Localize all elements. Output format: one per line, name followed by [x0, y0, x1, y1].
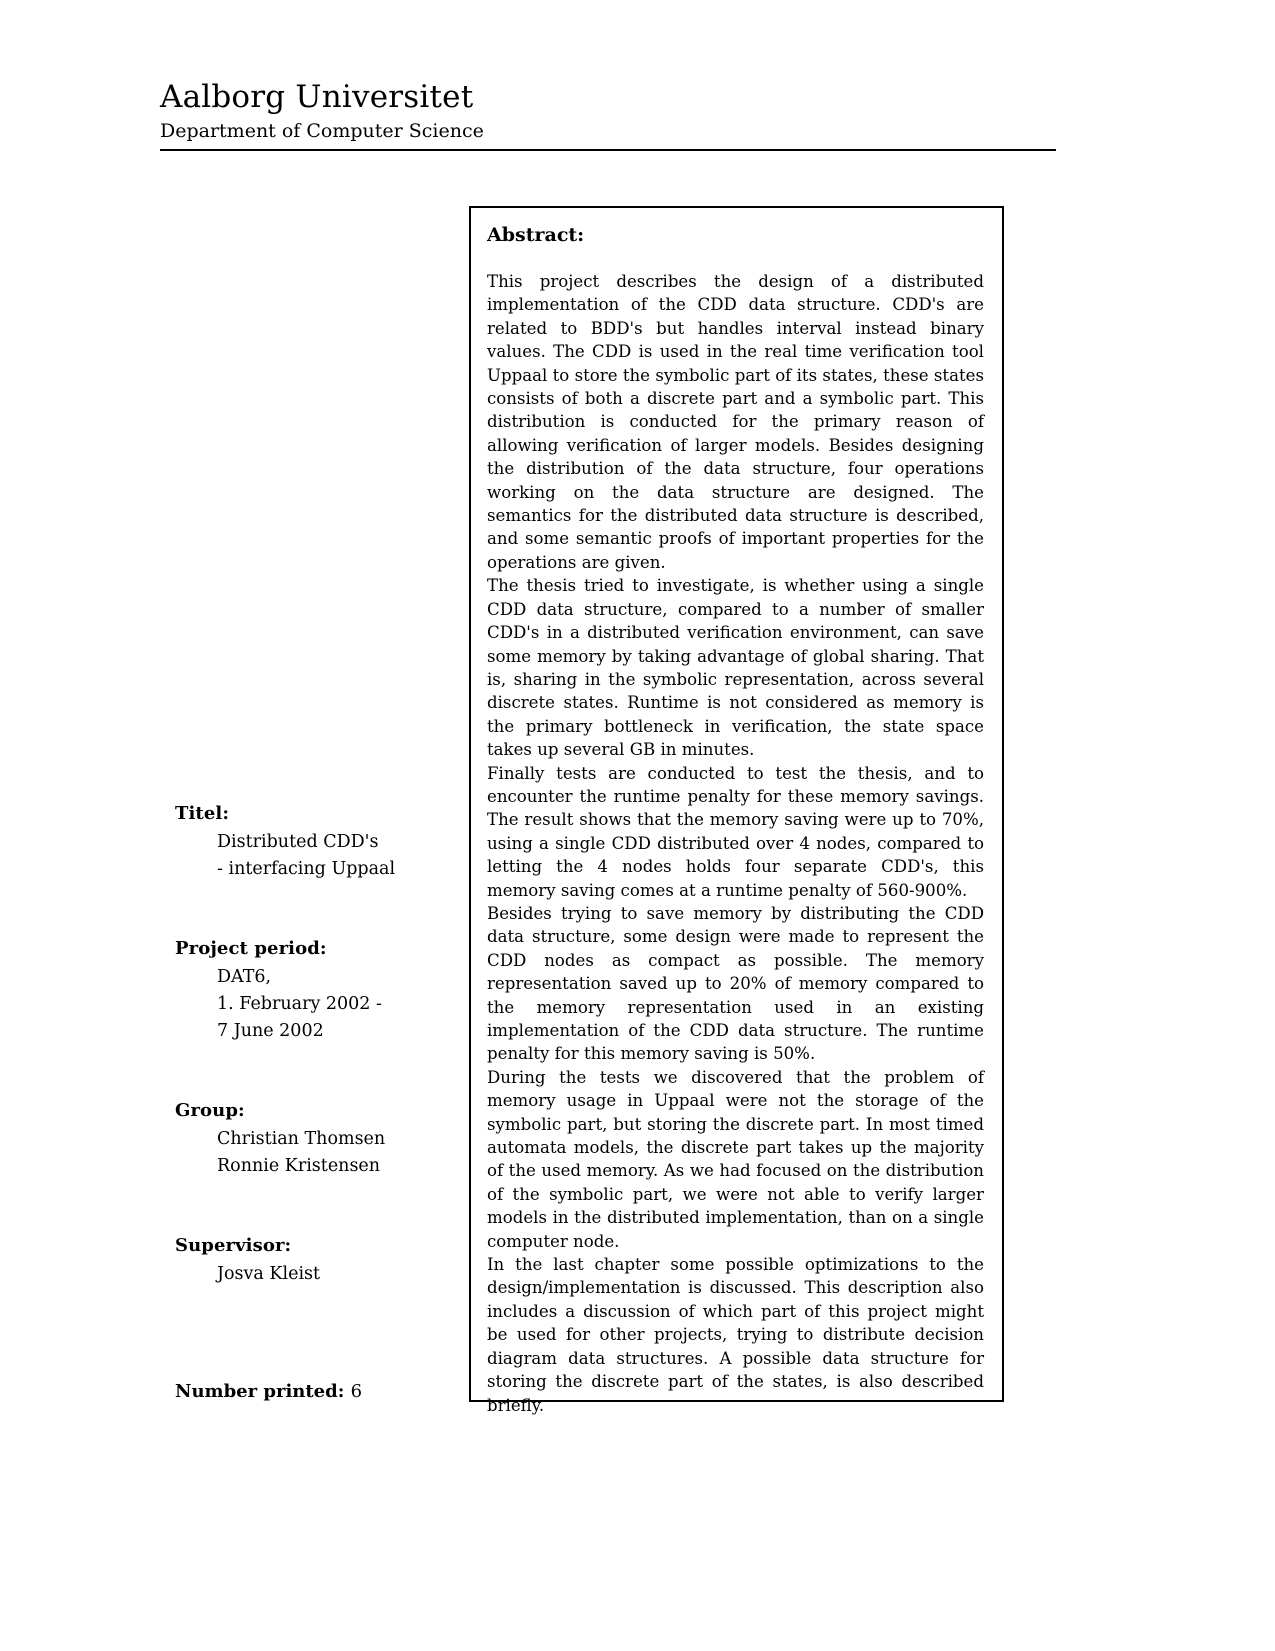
spacer — [175, 1206, 440, 1232]
abstract-paragraph: The thesis tried to investigate, is whether using a single CDD data structure, compared to a number of smaller CDD's in a distributed verification environment, can save some memory by taking advantage of global sharing. That is, sharing in the symbolic representation, across several discrete states. Runtime is not considered as memory is the primary bottleneck in verification, the state space takes up several GB in minutes. — [487, 576, 984, 760]
abstract-paragraph: This project describes the design of a distributed implementation of the CDD data structure. CDD's are related to BDD's but handles interval instead binary values. The CDD is used in the real time verification tool Uppaal to store the symbolic part of its states, these states consists of both a discrete part and a symbolic part. This distribution is conducted for the primary reason of allowing verification of larger models. Besides designing the distribution of the data structure, four operations working on the data structure are designed. The semantics for the distributed data structure is described, and some semantic proofs of important properties for the operations are given. — [487, 272, 984, 572]
supervisor-label: Supervisor: — [175, 1235, 292, 1256]
spacer — [175, 1071, 440, 1097]
spacer — [175, 1314, 440, 1378]
abstract-paragraph: During the tests we discovered that the problem of memory usage in Uppaal were not the storage of the symbolic part, but storing the discrete part. In most timed automata models, the discrete part takes up the majority of the used memory. As we had focused on the distribution of the symbolic part, we were not able to verify larger models in the distributed implementation, than on a single computer node. — [487, 1067, 984, 1251]
page-header — [160, 78, 1056, 151]
group-member: Ronnie Kristensen — [217, 1156, 381, 1176]
spacer — [175, 909, 440, 935]
group-values — [175, 1126, 440, 1180]
group-block — [175, 1097, 440, 1180]
title-line: - interfacing Uppaal — [217, 859, 396, 879]
header-divider — [160, 149, 1056, 151]
abstract-body — [487, 270, 984, 1417]
project-period-values — [175, 964, 440, 1045]
title-block — [175, 800, 440, 883]
project-period-block — [175, 935, 440, 1045]
number-printed-line — [175, 1378, 440, 1405]
university-name: Aalborg Universitet — [160, 79, 474, 115]
number-printed-value: 6 — [350, 1381, 363, 1402]
supervisor-values — [175, 1261, 440, 1288]
group-member: Christian Thomsen — [217, 1129, 386, 1149]
abstract-paragraph: Besides trying to save memory by distributing the CDD data structure, some design were made to represent the CDD nodes as compact as possible. The memory representation saved up to 20% of memory compared to the memory representation used in an existing implementation of the CDD data structure. The runtime penalty for this memory saving is 50%. — [487, 903, 984, 1064]
group-label: Group: — [175, 1100, 245, 1121]
project-period-line: 7 June 2002 — [217, 1021, 324, 1041]
title-values — [175, 829, 440, 883]
title-label: Titel: — [175, 803, 230, 824]
supervisor-name: Josva Kleist — [217, 1264, 321, 1284]
project-period-label: Project period: — [175, 938, 327, 959]
title-line: Distributed CDD's — [217, 832, 379, 852]
project-period-line: 1. February 2002 - — [217, 994, 382, 1014]
number-printed-block — [175, 1378, 440, 1405]
supervisor-block — [175, 1232, 440, 1288]
metadata-column — [175, 800, 440, 1431]
project-period-line: DAT6, — [217, 967, 272, 987]
number-printed-label: Number printed: — [175, 1381, 345, 1402]
department-name: Department of Computer Science — [160, 120, 484, 142]
abstract-box — [469, 206, 1004, 1415]
abstract-paragraph: Finally tests are conducted to test the thesis, and to encounter the runtime penalty for these memory savings. The result shows that the memory saving were up to 70%, using a single CDD distributed over 4 nodes, compared to letting the 4 nodes holds four separate CDD's, this memory saving comes at a runtime penalty of 560-900%. — [487, 763, 984, 900]
abstract-title: Abstract: — [487, 224, 585, 246]
abstract-paragraph: In the last chapter some possible optimizations to the design/implementation is discussed. This description also includes a discussion of which part of this project might be used for other projects, trying to distribute decision diagram data structures. A possible data structure for storing the discrete part of the states, is also described briefly. — [487, 1255, 984, 1415]
